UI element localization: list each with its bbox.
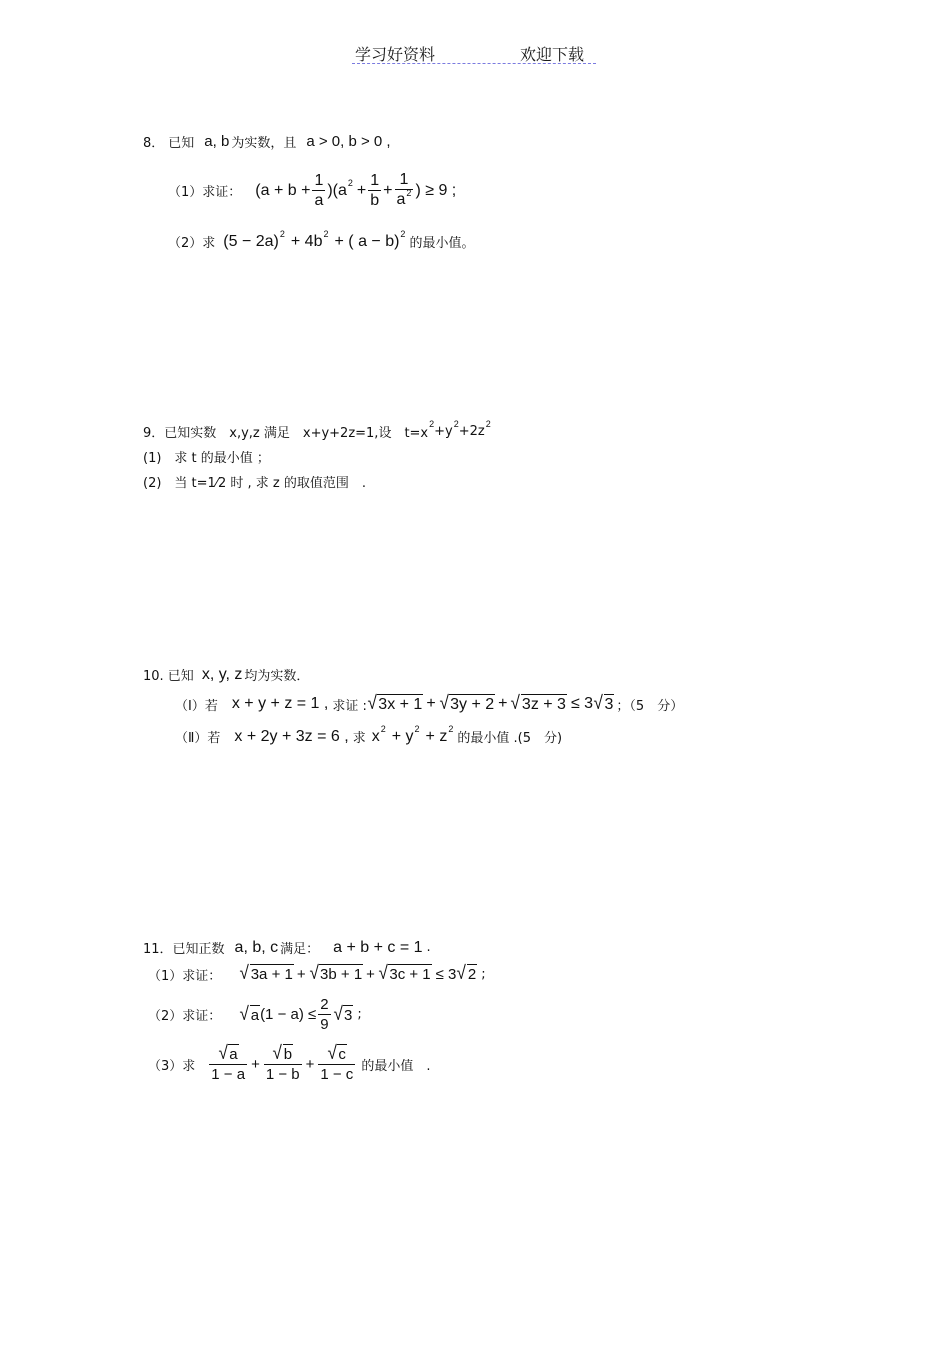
q11-p2-frac-den: 9 (320, 1016, 329, 1033)
q11-p1-tail: ; (481, 966, 486, 982)
q11-p3-plus2: + (305, 1055, 315, 1073)
q11-p1-sqrt4: √ 2 (456, 963, 477, 984)
q11-p3-frac1-num-body: a (229, 1046, 238, 1064)
q11-p1-sqrt2-body: 3b + 1 (320, 966, 363, 983)
q8-p2-exp1: 2 (279, 228, 285, 239)
q11-p1-sqrt3: √ 3c + 1 (378, 963, 431, 984)
q8-p1-frac3-den-base: a (396, 191, 406, 208)
q10-vars: x, y, z (201, 665, 243, 683)
q11-stem-num: 11．已知正数 (143, 942, 225, 957)
q8-p1-frac2-num: 1 (370, 172, 380, 189)
q11-p2-sqrt2: √ 3 (333, 1003, 353, 1025)
q11-p2-frac-num: 2 (320, 996, 329, 1013)
q8-p2-b: + 4b (290, 232, 323, 250)
q8-vars: a, b (204, 133, 230, 150)
q8-number: 8． (143, 136, 165, 151)
q9-stem-text: 9．已知实数 x,y,z 满足 x+y+2z=1,设 t=x (143, 426, 429, 441)
q8-stem-mid: 为实数，且 (231, 136, 297, 151)
q10-p1-sqrt4-body: 3 (604, 696, 614, 713)
q11-p2-sqrt2-body: 3 (344, 1006, 353, 1024)
q11-p1-sqrt2: √ 3b + 1 (309, 963, 363, 984)
q9-stem-z: +2z (458, 424, 485, 439)
q11-p1-plus2: + (366, 965, 375, 983)
q10-p2-label: （Ⅱ）若 (175, 731, 221, 746)
q8-p1-plus1: + (356, 181, 367, 199)
q9-exp2: 2 (453, 418, 459, 429)
q11-condition: a + b + c = 1 (333, 938, 423, 956)
q8-p1-frac3-exp: 2 (406, 188, 412, 198)
q8-p1-frac2 (368, 171, 381, 210)
q11-part1 (148, 964, 486, 984)
q11-p2-tail: ; (357, 1007, 362, 1022)
header-left: 学习好资料 (355, 45, 436, 64)
q11-p1-sqrt1: √ 3a + 1 (239, 963, 293, 984)
q8-p1-frac3-den (395, 189, 414, 211)
q11-p2-sqrt1: √ a (239, 1003, 260, 1025)
q10-p2-exp1: 2 (380, 723, 386, 734)
q8-p1-frac3 (395, 170, 414, 211)
q10-p2-exp2: 2 (414, 723, 420, 734)
q10-stem-num: 10. 已知 (143, 669, 194, 684)
q10-p2-tail: 的最小值 .(5 分) (457, 731, 563, 746)
q10-p1-sqrt3: √ 3z + 3 (511, 693, 566, 714)
q10-p2-x: x (371, 727, 380, 745)
q10-p2-mid: 求 (352, 731, 366, 746)
q8-stem (143, 132, 391, 151)
q11-p2-frac (318, 995, 330, 1034)
q8-p1-expr-b: )(a (327, 181, 347, 199)
q11-p1-le: ≤ 3 (435, 965, 457, 983)
q8-p2-exp3: 2 (400, 228, 406, 239)
q10-stem (143, 665, 309, 684)
q10-p1-le: ≤ 3 (570, 695, 594, 712)
q10-p1-plus1: + (426, 695, 436, 712)
header-right: 欢迎下载 (520, 45, 585, 64)
q11-p3-frac1 (209, 1044, 247, 1084)
q11-p2-mid: (1 − a) ≤ (260, 1006, 317, 1023)
q9-part2: (2) 当 t=1⁄2 时 , 求 z 的取值范围 . (143, 476, 366, 491)
q11-p3-frac3 (318, 1044, 355, 1084)
q8-p1-frac3-num: 1 (399, 171, 409, 188)
q11-p3-frac2 (264, 1044, 302, 1084)
q8-p2-c: + ( a − b) (334, 232, 400, 250)
q9-stem-y: +y (434, 424, 453, 439)
q11-stem: 11．已知正数 a, b, c 满足： a + b + c = 1 . (143, 938, 431, 957)
q11-p3-tail: 的最小值 . (361, 1058, 431, 1074)
q10-part2 (175, 723, 563, 746)
q11-p3-plus1: + (251, 1055, 260, 1073)
q9-stem (143, 418, 491, 441)
q11-p3-frac3-num-body: c (338, 1046, 346, 1064)
q11-p1-label: （1）求证： (148, 968, 222, 984)
q11-p1-plus1: + (296, 965, 306, 983)
header-divider (352, 63, 596, 64)
q10-p1-sqrt2-body: 3y + 2 (450, 696, 495, 713)
q10-p1-label: （Ⅰ）若 (175, 698, 218, 714)
q11-vars: a, b, c (234, 938, 279, 956)
q11-p3-frac3-num: √ c (327, 1043, 346, 1065)
q11-p3-frac3-den: 1 − c (320, 1066, 354, 1084)
q10-p2-y: + y (391, 727, 414, 745)
q10-p2-cond: x + 2y + 3z = 6 , (234, 727, 349, 745)
q11-p3-label: （3）求 (148, 1058, 196, 1074)
q8-p1-frac1-den: a (314, 192, 324, 209)
q9-exp1: 2 (429, 418, 435, 429)
q8-p2-a: (5 − 2a) (223, 232, 279, 250)
q10-p2-exp3: 2 (448, 723, 454, 734)
q11-p3-frac1-num: √ a (218, 1043, 238, 1065)
q10-p1-sqrt4: √ 3 (593, 693, 614, 714)
q11-p1-sqrt1-body: 3a + 1 (250, 966, 293, 983)
q11-p3-frac2-num: √ b (272, 1043, 293, 1065)
q11-stem-mid: 满足： (280, 942, 320, 957)
q9-part1: (1) 求 t 的最小值 ； (143, 451, 270, 466)
q10-part1 (175, 694, 683, 714)
q8-part2 (168, 228, 475, 251)
q11-p1-sqrt4-body: 2 (467, 966, 477, 983)
q8-part1 (168, 170, 456, 211)
q11-p2-sqrt1-body: a (250, 1006, 260, 1024)
q10-p1-plus2: + (498, 695, 508, 712)
q11-part2 (148, 995, 362, 1034)
q11-p2-label: （2）求证： (148, 1009, 222, 1024)
q8-p1-exp: 2 (347, 177, 353, 188)
q8-p2-exp2: 2 (323, 228, 329, 239)
q8-p1-frac1-num: 1 (314, 172, 324, 189)
q8-condition: a > 0, b > 0 , (306, 133, 391, 150)
q8-p1-plus2: + (383, 181, 393, 199)
q9-exp3: 2 (485, 418, 491, 429)
q8-p2-label: （2）求 (168, 236, 216, 251)
q10-p1-sqrt2: √ 3y + 2 (439, 693, 495, 714)
q11-p3-frac2-den: 1 − b (265, 1066, 300, 1084)
q8-p1-expr-a: (a + b + (255, 181, 311, 199)
q8-p1-expr-e: ) ≥ 9 ; (415, 181, 457, 199)
q8-p1-frac1 (312, 171, 325, 210)
q10-p1-sqrt1-body: 3x + 1 (378, 696, 423, 713)
q8-p2-tail: 的最小值。 (409, 236, 475, 251)
q11-p1-sqrt3-body: 3c + 1 (389, 966, 431, 983)
q10-p1-cond: x + y + z = 1 , (231, 695, 329, 712)
q8-p1-frac2-den: b (370, 192, 380, 209)
q11-part3 (148, 1044, 430, 1084)
q11-p3-frac1-den: 1 − a (211, 1066, 246, 1084)
q10-p2-z: + z (425, 727, 448, 745)
q10-p1-sqrt3-body: 3z + 3 (521, 696, 566, 713)
q11-p3-frac2-num-body: b (283, 1046, 293, 1064)
q8-stem-pre: 已知 (168, 136, 195, 151)
q10-stem-tail: 均为实数． (244, 669, 310, 684)
q10-p1-tail: ；（5 分） (616, 698, 684, 714)
q10-p1-sqrt1: √ 3x + 1 (367, 693, 423, 714)
q8-p1-label: （1）求证： (168, 185, 242, 200)
q10-p1-mid: 求证 : (332, 698, 367, 714)
